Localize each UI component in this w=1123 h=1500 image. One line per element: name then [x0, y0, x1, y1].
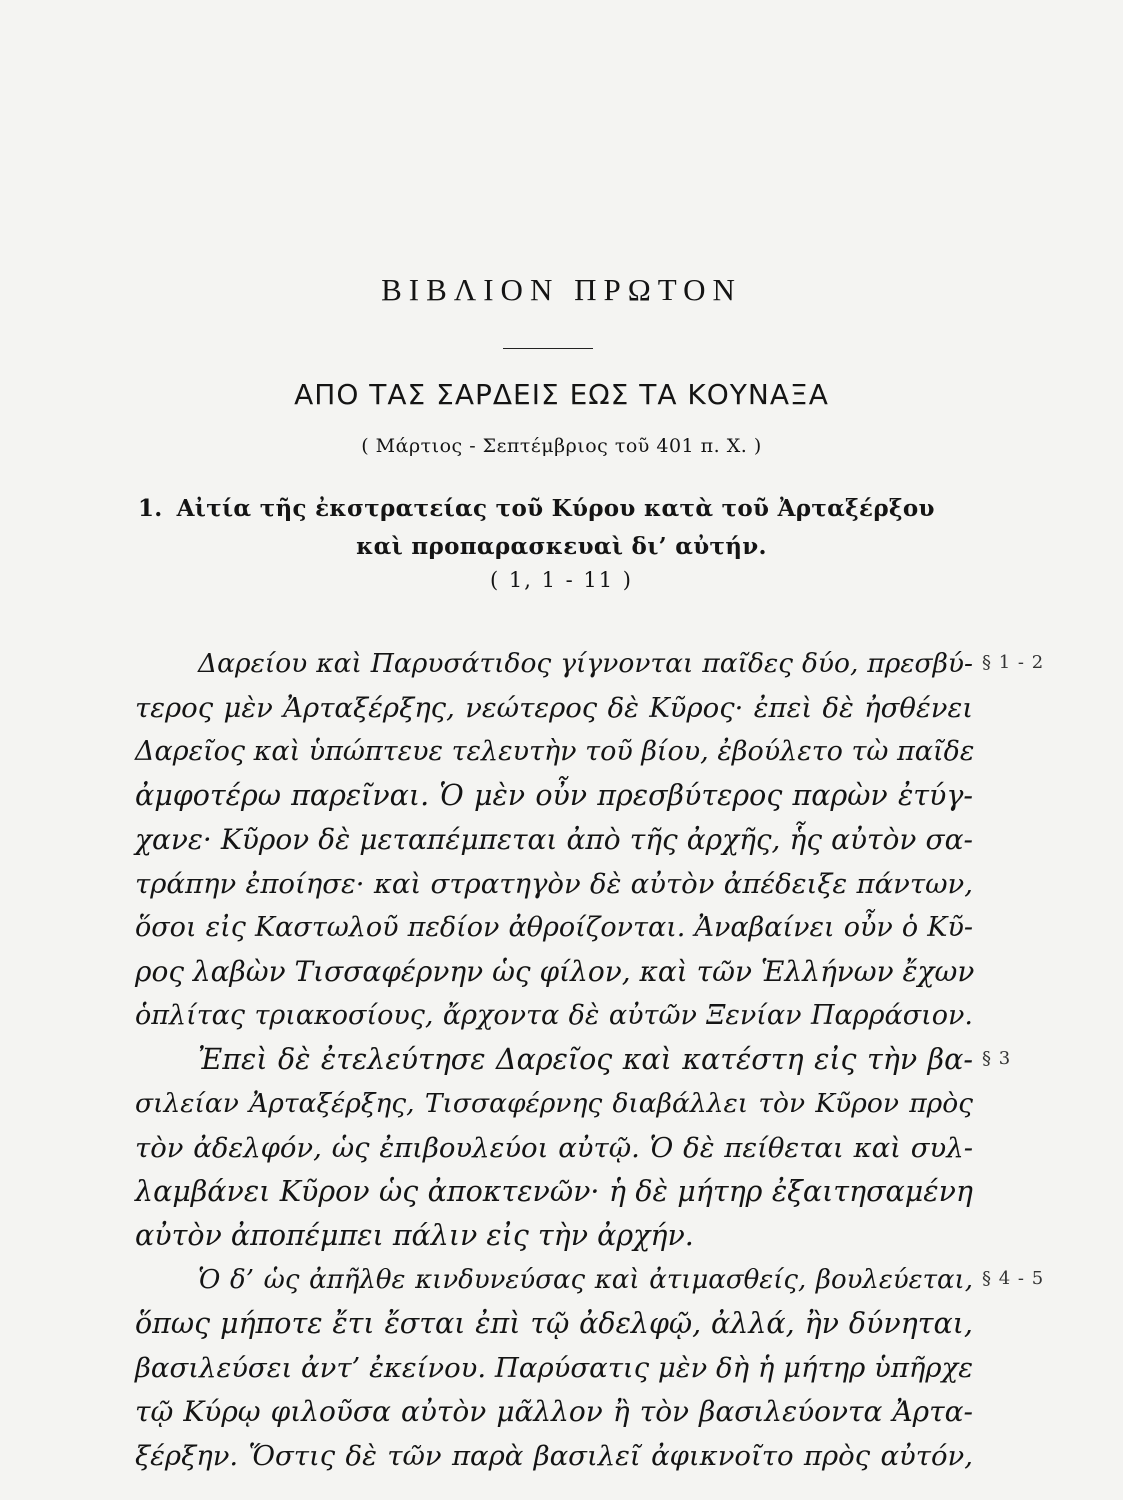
text-line: ἀμφοτέρω παρεῖναι. Ὁ μὲν οὖν πρεσβύτερος παρὼν ἐτύγ-	[135, 779, 973, 812]
text-line: τράπην ἐποίησε· καὶ στρατηγὸν δὲ αὐτὸν ἀπέδειξε πάντων,	[135, 868, 973, 900]
part-title: ΑΠΟ ΤΑΣ ΣΑΡΔΕΙΣ ΕΩΣ ΤΑ ΚΟΥΝΑΞΑ	[294, 378, 829, 411]
text-line: Ἐπεὶ δὲ ἐτελεύτησε Δαρεῖος καὶ κατέστη εἰς τὴν βα-	[198, 1043, 973, 1076]
text-line: Δαρεῖος καὶ ὑπώπτευε τελευτὴν τοῦ βίου, ἐβούλετο τὼ παῖδε	[135, 736, 975, 767]
text-line: λαμβάνει Κῦρον ὡς ἀποκτενῶν· ἡ δὲ μήτηρ ἐξαιτησαμένη	[135, 1175, 973, 1208]
margin-paragraph-ref: § 1 - 2	[982, 652, 1045, 673]
text-line: ὅσοι εἰς Καστωλοῦ πεδίον ἀθροίζονται. Ἀναβαίνει οὖν ὁ Κῦ-	[135, 912, 973, 943]
text-line: ξέρξην. Ὅστις δὲ τῶν παρὰ βασιλεῖ ἀφικνοῖτο πρὸς αὐτόν,	[135, 1440, 973, 1472]
margin-paragraph-ref: § 3	[982, 1048, 1012, 1069]
date-range: ( Μάρτιος - Σεπτέμβριος τοῦ 401 π. Χ. )	[361, 435, 762, 457]
text-line: Δαρείου καὶ Παρυσάτιδος γίγνονται παῖδες δύο, πρεσβύ-	[198, 648, 973, 679]
text-line: αὐτὸν ἀποπέμπει πάλιν εἰς τὴν ἀρχήν.	[135, 1219, 694, 1252]
text-line: ὅπως μήποτε ἔτι ἔσται ἐπὶ τῷ ἀδελφῷ, ἀλλά, ἢν δύνηται,	[135, 1307, 973, 1340]
text-line: σιλείαν Ἀρταξέρξης, Τισσαφέρνης διαβάλλει τὸν Κῦρον πρὸς	[135, 1088, 973, 1119]
book-title: ΒΙΒΛΙΟΝ ΠΡΩΤΟΝ	[381, 272, 742, 307]
section-reference: ( 1, 1 - 11 )	[490, 568, 633, 592]
section-heading	[138, 495, 998, 522]
section-title-line2: καὶ προπαρασκευαὶ δι’ αὐτήν.	[356, 533, 767, 560]
text-line: ὁπλίτας τριακοσίους, ἄρχοντα δὲ αὐτῶν Ξενίαν Παρράσιον.	[135, 1000, 973, 1031]
margin-paragraph-ref: § 4 - 5	[982, 1268, 1045, 1289]
text-line: τὸν ἀδελφόν, ὡς ἐπιβουλεύοι αὐτῷ. Ὁ δὲ πείθεται καὶ συλ-	[135, 1132, 973, 1164]
text-line: ρος λαβὼν Τισσαφέρνην ὡς φίλον, καὶ τῶν Ἑλλήνων ἔχων	[135, 955, 975, 988]
text-line: χανε· Κῦρον δὲ μεταπέμπεται ἀπὸ τῆς ἀρχῆς, ἧς αὐτὸν σα-	[135, 823, 973, 856]
text-line: τῷ Κύρῳ φιλοῦσα αὐτὸν μᾶλλον ἢ τὸν βασιλεύοντα Ἀρτα-	[135, 1395, 973, 1428]
text-line: τερος μὲν Ἀρταξέρξης, νεώτερος δὲ Κῦρος· ἐπεὶ δὲ ἠσθένει	[135, 692, 973, 724]
title-divider	[503, 348, 593, 349]
text-line: βασιλεύσει ἀντ’ ἐκείνου. Παρύσατις μὲν δὴ ἡ μήτηρ ὑπῆρχε	[135, 1352, 973, 1384]
section-number: 1.	[138, 495, 163, 522]
text-line: Ὁ δ’ ὡς ἀπῆλθε κινδυνεύσας καὶ ἀτιμασθείς, βουλεύεται,	[198, 1265, 973, 1295]
section-title-line1: Αἰτία τῆς ἐκστρατείας τοῦ Κύρου κατὰ τοῦ Ἀρταξέρξου	[176, 495, 935, 522]
